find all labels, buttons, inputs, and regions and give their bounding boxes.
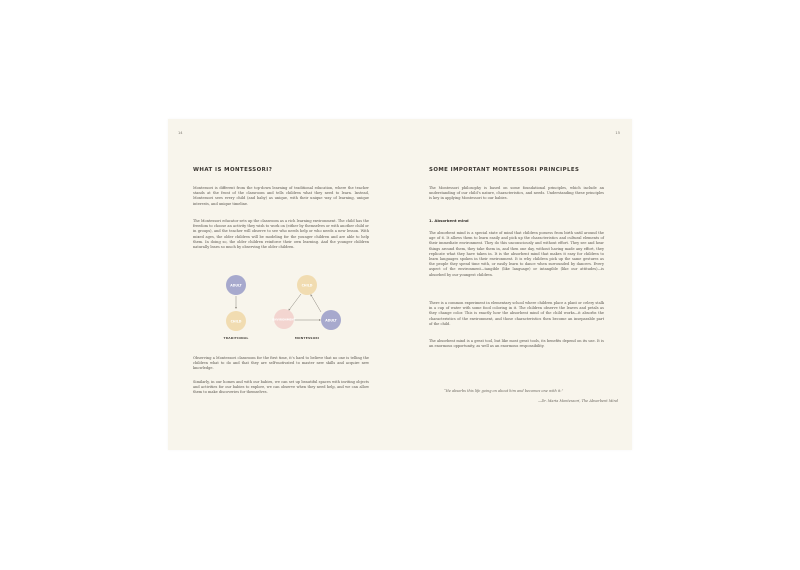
right-paragraph-3: The absorbent mind is a great tool, but like most great tools, its benefits depend on its use. It is an enormous opportunity, as well as an enormous responsibility. [429,339,604,349]
traditional-child-label: CHILD [230,319,242,324]
right-page-title: SOME IMPORTANT MONTESSORI PRINCIPLES [429,167,580,173]
left-page-number: 14 [178,131,183,135]
left-paragraph-4: Similarly, in our homes and with our babies, we can set up beautiful spaces with inviting objects and activities for our babies to explore, we can observe when they need help, and we can allow them to make discoveries for themselves. [193,380,369,395]
traditional-adult-label: ADULT [230,283,242,288]
book-spread [168,119,632,450]
traditional-caption: TRADITIONAL [223,336,249,340]
left-page-title: WHAT IS MONTESSORI? [193,167,273,173]
right-page-number: 15 [615,131,620,135]
montessori-diagram [208,267,358,347]
left-paragraph-1: Montessori is different from the top-down learning of traditional education, where the teacher stands at the front of the classroom and tells children what they need to learn. Instead, Montessori sees every child (and baby) as unique, with their unique way of learning, unique interests, and unique timeline. [193,186,369,206]
montessori-environment-label: ENVIRONMENT [272,317,296,322]
montessori-caption: MONTESSORI [294,336,320,340]
left-paragraph-2: The Montessori educator sets up the classroom as a rich learning environment. The child has the freedom to choose an activity they wish to work on (either by themselves or with another child or in groups), and the teacher will observe to see who needs help or who needs a new lesson. With mixed ages, the older children will be modeling for the younger children and are able to help them. In doing so, the older children reinforce their own learning. And the younger children naturally learn so much by observing the older children. [193,219,369,250]
absorbent-mind-subheading: 1. Absorbent mind [429,218,469,223]
montessori-adult-label: ADULT [325,318,337,323]
right-intro-paragraph: The Montessori philosophy is based on some foundational principles, which include an understanding of our child’s nature, characteristics, and needs. Understanding these principles is key in applying Montessori to our babies. [429,186,604,201]
montessori-child-label: CHILD [301,283,313,288]
montessori-arrow-adult-child [311,295,321,312]
left-paragraph-3: Observing a Montessori classroom for the first time, it’s hard to believe that no one is telling the children what to do and that they are self-motivated to master new skills and acquire new knowledge. [193,356,369,371]
quote-attribution: —Dr. Maria Montessori, The Absorbent Mind [537,399,618,403]
montessori-quote: “He absorbs this life going on about him and becomes one with it.” [444,389,564,393]
right-paragraph-1: The absorbent mind is a special state of mind that children possess from birth until around the age of 6. It allows them to learn easily and pick up the characteristics and cultural elements of their immediate environment. They do this unconsciously and without effort. They see and hear things around them, they take them in, and then one day, without having made any effort, they replicate what they have taken in. It is the absorbent mind that makes it easy for children to learn languages spoken in their environment. It is why children pick up the same gestures as the people they spend time with, or easily learn to dance when surrounded by dancers. Every aspect of the environment—tangible (like language) or intangible (like our attitudes)—is absorbed by our youngest children. [429,231,604,277]
montessori-arrow-child-environment [289,294,301,310]
right-paragraph-2: There is a common experiment in elementary school where children place a plant or celery stalk in a cup of water with some food coloring in it. The children observe the leaves and petals as they change color. This is exactly how the absorbent mind of the child works—it absorbs the characteristics of the environment, and those characteristics then become an inseparable part of the child. [429,301,604,326]
